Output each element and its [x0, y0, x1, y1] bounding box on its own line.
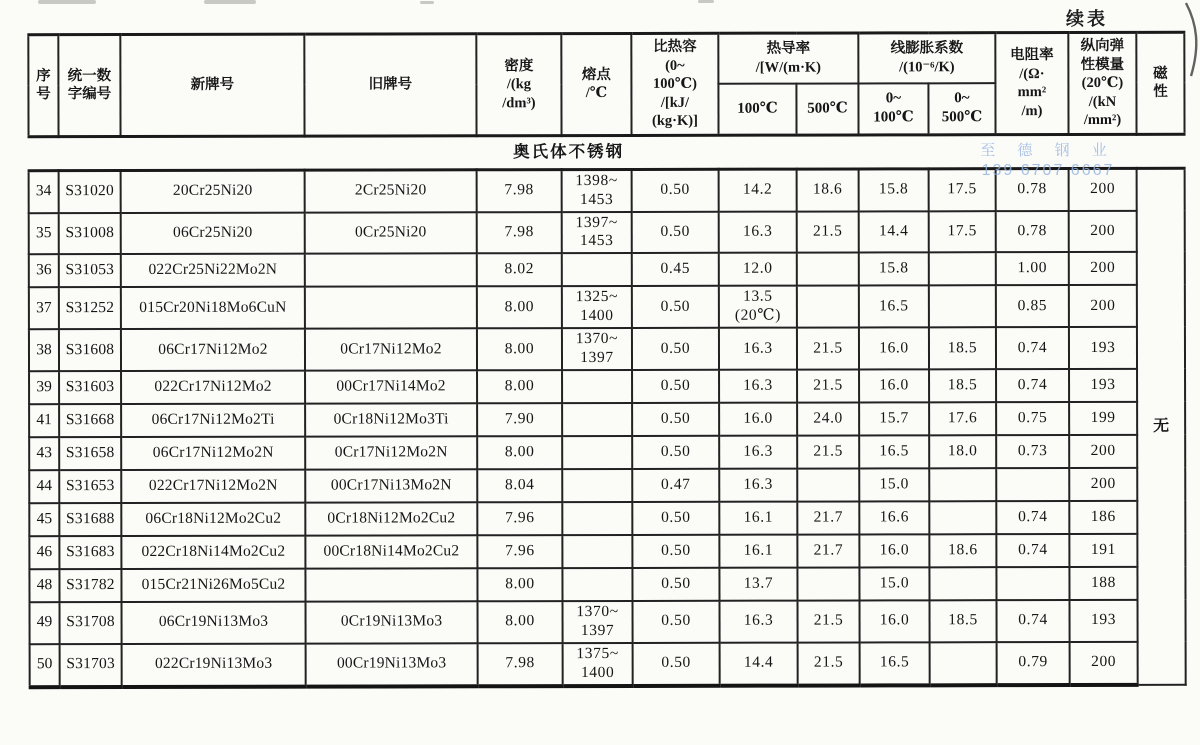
cell-specific-heat: 0.45 — [632, 253, 719, 286]
cell-new-grade: 022Cr17Ni12Mo2 — [121, 371, 305, 404]
cell-exp-100: 16.5 — [859, 435, 929, 468]
col-header-old-grade: 旧牌号 — [304, 34, 476, 136]
cell-resistivity: 0.74 — [996, 501, 1069, 534]
cell-resistivity — [996, 468, 1069, 501]
cell-tc-500 — [797, 253, 859, 286]
cell-old-grade: 00Cr19Ni13Mo3 — [306, 643, 478, 686]
cell-code: S31252 — [59, 287, 121, 329]
cell-tc-100: 16.3 — [719, 370, 797, 403]
table-row — [30, 642, 1186, 687]
section-header-cell — [29, 134, 1185, 170]
cell-tc-100: 16.3 — [719, 436, 797, 469]
table-row — [29, 285, 1185, 329]
cell-melting — [562, 469, 632, 502]
table-row — [29, 534, 1185, 569]
cell-new-grade: 06Cr25Ni20 — [121, 212, 305, 254]
col-header-seq: 序 号 — [28, 35, 58, 137]
cell-old-grade: 0Cr18Ni12Mo3Ti — [305, 403, 477, 436]
cell-specific-heat: 0.50 — [632, 568, 719, 601]
cell-seq: 48 — [29, 569, 59, 602]
cell-seq: 36 — [29, 255, 59, 288]
cell-tc-100: 16.3 — [719, 469, 797, 502]
cell-modulus: 186 — [1069, 501, 1137, 534]
cell-specific-heat: 0.47 — [632, 469, 719, 502]
cell-tc-500: 21.5 — [797, 369, 859, 402]
cell-new-grade: 06Cr17Ni12Mo2N — [121, 437, 305, 470]
cell-old-grade: 0Cr17Ni12Mo2 — [305, 328, 477, 370]
cell-melting — [562, 403, 632, 436]
cell-specific-heat: 0.50 — [632, 211, 719, 253]
cell-seq: 37 — [29, 288, 59, 330]
table-row — [29, 468, 1185, 503]
cell-melting: 1397~ 1453 — [562, 211, 632, 253]
cell-tc-500: 21.5 — [797, 435, 859, 468]
cell-exp-100: 16.6 — [859, 501, 929, 534]
cell-seq: 39 — [29, 371, 59, 404]
col-header-density: 密度 /(kg /dm³) — [476, 34, 561, 136]
cell-new-grade: 06Cr19Ni13Mo3 — [122, 602, 306, 644]
cell-exp-500: 18.5 — [929, 327, 996, 369]
cell-exp-500 — [929, 501, 996, 534]
cell-resistivity: 1.00 — [996, 252, 1069, 285]
cell-modulus: 200 — [1069, 435, 1137, 468]
cell-resistivity: 0.78 — [996, 211, 1069, 253]
table-row — [29, 369, 1185, 404]
cell-exp-500: 18.6 — [929, 534, 996, 567]
cell-resistivity: 0.74 — [996, 534, 1069, 567]
cell-density: 7.98 — [477, 212, 562, 254]
cell-exp-500 — [930, 642, 997, 685]
col-header-code: 统一数 字编号 — [58, 35, 120, 137]
table-row — [29, 435, 1185, 470]
subheader-tc-100: 100℃ — [718, 83, 796, 135]
cell-tc-500: 21.5 — [797, 328, 859, 370]
cell-density: 8.04 — [477, 469, 562, 502]
cell-seq: 49 — [30, 602, 60, 644]
cell-seq: 35 — [29, 213, 59, 255]
cell-seq: 38 — [29, 329, 59, 371]
cell-exp-100: 16.0 — [860, 600, 930, 642]
cell-code: S31653 — [59, 470, 121, 503]
cell-melting — [562, 370, 632, 403]
watermark-phone: 139 6707 6667 — [981, 162, 1115, 179]
subheader-tc-500: 500℃ — [796, 83, 858, 135]
continued-table-label: 续表 — [1066, 9, 1108, 29]
section-row — [29, 134, 1185, 170]
cell-seq: 44 — [29, 470, 59, 503]
cell-exp-500 — [929, 567, 996, 600]
cell-melting: 1325~ 1400 — [562, 286, 632, 328]
cell-tc-100: 12.0 — [719, 253, 797, 286]
cell-code: S31658 — [59, 437, 121, 470]
cell-density: 8.00 — [478, 601, 563, 643]
cell-modulus: 193 — [1069, 327, 1137, 369]
cell-new-grade: 022Cr25Ni22Mo2N — [121, 254, 305, 287]
cell-density: 7.90 — [477, 403, 562, 436]
cell-seq: 50 — [30, 644, 60, 687]
cell-exp-500 — [929, 253, 996, 286]
cell-exp-500 — [929, 286, 996, 328]
cell-exp-100: 16.5 — [860, 642, 930, 685]
cell-specific-heat: 0.50 — [632, 502, 719, 535]
cell-exp-100: 15.0 — [859, 567, 929, 600]
cell-modulus: 193 — [1069, 369, 1137, 402]
cell-specific-heat: 0.50 — [632, 328, 719, 370]
cell-melting — [562, 253, 632, 286]
cell-seq: 43 — [29, 437, 59, 470]
cell-exp-100: 16.0 — [859, 327, 929, 369]
cell-exp-100: 15.8 — [859, 253, 929, 286]
table-row — [29, 210, 1185, 254]
cell-code: S31683 — [59, 536, 121, 569]
cell-tc-500 — [797, 468, 859, 501]
cell-tc-100: 16.0 — [719, 403, 797, 436]
cell-resistivity: 0.85 — [996, 285, 1069, 327]
cell-resistivity: 0.73 — [996, 435, 1069, 468]
cell-resistivity: 0.74 — [997, 600, 1070, 642]
cell-tc-100: 13.5 (20℃) — [719, 286, 797, 328]
cell-tc-100: 14.2 — [719, 169, 797, 211]
cell-old-grade — [305, 287, 477, 329]
cell-old-grade: 00Cr17Ni14Mo2 — [305, 370, 477, 403]
cell-melting: 1375~ 1400 — [563, 643, 633, 686]
cell-exp-100: 15.7 — [859, 402, 929, 435]
watermark-company: 至 德 钢 业 — [980, 142, 1116, 159]
cell-resistivity: 0.75 — [996, 402, 1069, 435]
cell-density: 8.00 — [477, 568, 562, 601]
cell-modulus: 200 — [1069, 468, 1137, 501]
cell-resistivity — [996, 567, 1069, 600]
cell-code: S31668 — [59, 404, 121, 437]
cell-magnetism: 无 — [1137, 168, 1186, 684]
cell-tc-100: 16.3 — [720, 601, 798, 643]
cell-old-grade — [305, 254, 477, 287]
cell-density: 7.98 — [477, 169, 562, 211]
cell-exp-100: 14.4 — [859, 211, 929, 253]
cell-exp-100: 16.5 — [859, 286, 929, 328]
cell-new-grade: 022Cr18Ni14Mo2Cu2 — [121, 536, 305, 569]
cell-tc-100: 13.7 — [719, 568, 797, 601]
cell-tc-500 — [797, 567, 859, 600]
scan-smudge — [204, 0, 256, 4]
cell-density: 8.00 — [477, 328, 562, 370]
cell-density: 7.98 — [478, 643, 563, 686]
scan-smudge — [698, 0, 714, 3]
cell-exp-100: 16.0 — [859, 369, 929, 402]
cell-specific-heat: 0.50 — [632, 286, 719, 328]
cell-specific-heat: 0.50 — [633, 643, 720, 686]
cell-specific-heat: 0.50 — [633, 601, 720, 643]
cell-tc-500 — [797, 286, 859, 328]
cell-modulus: 200 — [1069, 252, 1137, 285]
cell-specific-heat: 0.50 — [632, 169, 719, 211]
cell-code: S31688 — [59, 503, 121, 536]
scan-smudge — [38, 0, 96, 4]
cell-resistivity: 0.78 — [996, 168, 1069, 210]
col-header-expansion-coefficient: 线膨胀系数 /(10⁻⁶/K) — [858, 33, 995, 83]
table-row — [29, 402, 1185, 437]
cell-tc-500: 21.5 — [797, 211, 859, 253]
cell-seq: 41 — [29, 404, 59, 437]
cell-resistivity: 0.74 — [996, 369, 1069, 402]
steel-properties-table — [27, 31, 1186, 689]
cell-old-grade: 0Cr18Ni12Mo2Cu2 — [305, 502, 477, 535]
cell-new-grade: 022Cr19Ni13Mo3 — [122, 643, 306, 686]
cell-modulus: 200 — [1069, 210, 1137, 252]
cell-exp-500: 17.5 — [929, 168, 996, 210]
cell-melting: 1370~ 1397 — [562, 328, 632, 370]
cell-old-grade: 0Cr17Ni12Mo2N — [305, 436, 477, 469]
subheader-exp-100: 0~ 100℃ — [858, 83, 928, 135]
table-row — [29, 567, 1185, 602]
cell-exp-500: 17.6 — [929, 402, 996, 435]
cell-new-grade: 015Cr21Ni26Mo5Cu2 — [121, 569, 305, 602]
cell-modulus: 188 — [1069, 567, 1137, 600]
cell-exp-500: 18.5 — [930, 600, 997, 642]
cell-tc-500: 21.7 — [797, 501, 859, 534]
cell-specific-heat: 0.50 — [632, 370, 719, 403]
cell-seq: 46 — [29, 536, 59, 569]
cell-melting: 1398~ 1453 — [562, 169, 632, 211]
cell-density: 8.00 — [477, 370, 562, 403]
cell-old-grade — [305, 568, 477, 601]
cell-new-grade: 20Cr25Ni20 — [121, 170, 305, 213]
cell-density: 8.00 — [477, 436, 562, 469]
cell-old-grade: 0Cr25Ni20 — [305, 212, 477, 254]
table-body — [29, 134, 1186, 687]
cell-melting: 1370~ 1397 — [563, 601, 633, 643]
cell-code: S31608 — [59, 329, 121, 371]
cell-density: 8.02 — [477, 253, 562, 286]
cell-exp-500: 17.5 — [929, 211, 996, 253]
table-row — [29, 252, 1185, 287]
cell-tc-100: 16.3 — [719, 211, 797, 253]
table-row — [29, 327, 1185, 371]
cell-code: S31708 — [60, 602, 122, 644]
scan-smudge — [420, 1, 434, 4]
table-row — [29, 501, 1185, 536]
section-header-text: 奥氏体不锈钢 — [513, 142, 625, 162]
col-header-magnetism: 磁 性 — [1136, 32, 1184, 134]
cell-code: S31053 — [59, 254, 121, 287]
cell-old-grade: 00Cr18Ni14Mo2Cu2 — [305, 535, 477, 568]
cell-modulus: 200 — [1069, 168, 1137, 210]
cell-modulus: 193 — [1070, 600, 1138, 642]
table-row — [29, 168, 1185, 213]
cell-density: 7.96 — [477, 502, 562, 535]
cell-code: S31603 — [59, 371, 121, 404]
cell-tc-500: 24.0 — [797, 402, 859, 435]
cell-tc-500: 21.7 — [797, 534, 859, 567]
cell-modulus: 199 — [1069, 402, 1137, 435]
subheader-exp-500: 0~ 500℃ — [928, 83, 995, 135]
cell-exp-100: 16.0 — [859, 534, 929, 567]
cell-seq: 34 — [29, 170, 59, 212]
table-header — [28, 32, 1184, 136]
cell-melting — [562, 535, 632, 568]
cell-exp-500 — [929, 468, 996, 501]
cell-old-grade: 00Cr17Ni13Mo2N — [305, 469, 477, 502]
cell-code: S31008 — [59, 213, 121, 255]
cell-new-grade: 06Cr18Ni12Mo2Cu2 — [121, 503, 305, 536]
cell-tc-500: 21.5 — [798, 642, 860, 685]
col-header-specific-heat: 比热容 (0~ 100℃) /[kJ/ (kg·K)] — [631, 33, 718, 135]
cell-exp-100: 15.8 — [859, 169, 929, 211]
table-wrapper — [27, 31, 1186, 689]
cell-melting — [562, 436, 632, 469]
cell-modulus: 200 — [1069, 285, 1137, 327]
cell-exp-500: 18.0 — [929, 435, 996, 468]
cell-tc-500: 18.6 — [797, 169, 859, 211]
cell-resistivity: 0.74 — [996, 327, 1069, 369]
cell-density: 8.00 — [477, 286, 562, 328]
cell-tc-100: 16.1 — [719, 502, 797, 535]
cell-specific-heat: 0.50 — [632, 535, 719, 568]
cell-code: S31782 — [59, 569, 121, 602]
cell-old-grade: 2Cr25Ni20 — [305, 170, 477, 213]
cell-new-grade: 06Cr17Ni12Mo2Ti — [121, 404, 305, 437]
cell-melting — [562, 502, 632, 535]
cell-tc-100: 16.3 — [719, 328, 797, 370]
cell-tc-100: 16.1 — [719, 535, 797, 568]
col-header-melting-point: 熔点 /℃ — [561, 33, 631, 135]
col-header-elastic-modulus: 纵向弹 性模量 (20℃) /(kN /mm²) — [1068, 32, 1136, 134]
cell-exp-500: 18.5 — [929, 369, 996, 402]
cell-exp-100: 15.0 — [859, 468, 929, 501]
cell-modulus: 200 — [1070, 642, 1138, 685]
cell-tc-500: 21.5 — [798, 600, 860, 642]
cell-modulus: 191 — [1069, 534, 1137, 567]
cell-code: S31703 — [60, 644, 122, 687]
col-header-new-grade: 新牌号 — [120, 34, 304, 136]
cell-density: 7.96 — [477, 535, 562, 568]
cell-old-grade: 0Cr19Ni13Mo3 — [306, 601, 478, 643]
cell-code: S31020 — [59, 170, 121, 212]
cell-new-grade: 022Cr17Ni12Mo2N — [121, 470, 305, 503]
cell-specific-heat: 0.50 — [632, 403, 719, 436]
cell-seq: 45 — [29, 503, 59, 536]
table-row — [30, 600, 1186, 644]
col-header-resistivity: 电阻率 /(Ω· mm² /m) — [995, 33, 1068, 135]
cell-resistivity: 0.79 — [997, 642, 1070, 685]
cell-new-grade: 015Cr20Ni18Mo6CuN — [121, 287, 305, 329]
cell-tc-100: 14.4 — [720, 642, 798, 685]
cell-specific-heat: 0.50 — [632, 436, 719, 469]
cell-melting — [562, 568, 632, 601]
col-header-thermal-conductivity: 热导率 /[W/(m·K) — [718, 33, 858, 83]
cell-new-grade: 06Cr17Ni12Mo2 — [121, 329, 305, 371]
